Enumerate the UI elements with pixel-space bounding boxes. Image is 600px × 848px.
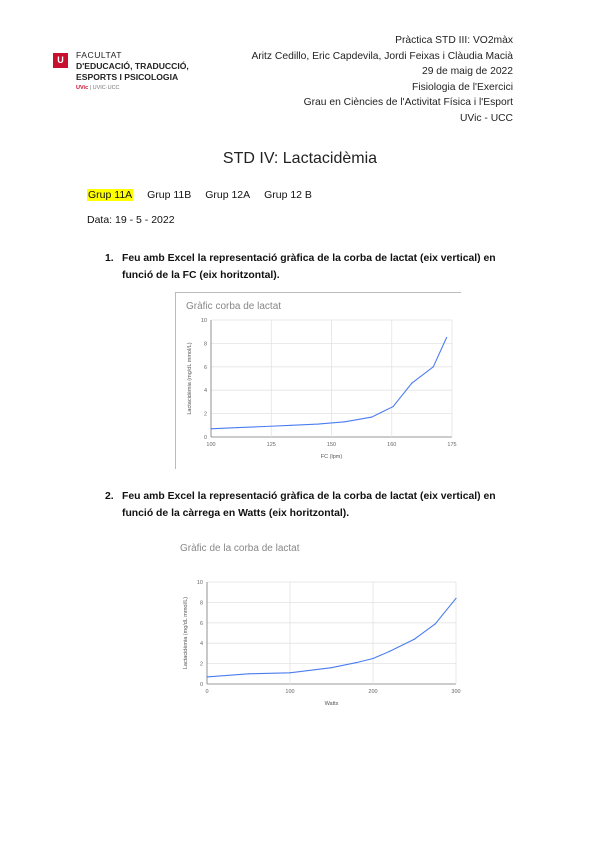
data-point	[433, 366, 434, 367]
y-tick-label: 4	[203, 388, 207, 395]
group-item: Grup 11B	[147, 189, 192, 201]
data-point	[392, 406, 393, 407]
chart-2-svg	[170, 532, 464, 716]
data-point	[371, 417, 372, 418]
y-tick-label: 2	[199, 661, 203, 668]
data-point	[446, 337, 447, 338]
uvic-brand: UVic	[76, 85, 89, 91]
x-tick-label: 160	[387, 442, 397, 448]
data-point	[435, 623, 436, 624]
chart-background	[175, 292, 461, 469]
faculty-name-line1: FACULTAT	[76, 50, 123, 60]
y-tick-label: 4	[199, 641, 203, 648]
degree: Grau en Ciències de l'Activitat Física i l'Esport	[303, 97, 513, 108]
x-tick-label: 175	[447, 442, 457, 448]
y-tick-label: 10	[200, 318, 207, 324]
subject: Fisiologia de l'Exercici	[412, 81, 513, 93]
data-point	[389, 651, 390, 652]
data-point	[318, 424, 319, 425]
faculty-name-line3: ESPORTS I PSICOLOGIA	[76, 72, 179, 82]
data-point	[248, 673, 249, 674]
x-tick-label: 0	[205, 689, 209, 695]
x-tick-label: 100	[206, 442, 216, 448]
data-point	[237, 427, 238, 428]
y-axis-title: Lactacidèmia (mg/dL mmol/L)	[183, 596, 189, 670]
group-item: Grup 12 B	[264, 189, 312, 201]
group-item-selected: Grup 11A	[88, 189, 133, 201]
chart-1-svg	[175, 292, 461, 469]
data-point	[210, 428, 211, 429]
x-axis-title: FC (lpm)	[320, 454, 343, 460]
data-point	[264, 426, 265, 427]
practice-title: Pràctica STD III: VO2màx	[395, 35, 513, 46]
y-tick-label: 0	[199, 682, 203, 688]
question-text: Feu amb Excel la representació gràfica de la corba de lactat (eix vertical) en funció de la FC (eix horitzontal).	[122, 253, 496, 281]
question-2	[105, 488, 525, 522]
faculty-name	[76, 50, 189, 83]
header-date: 29 de maig de 2022	[421, 66, 513, 77]
group-list	[87, 189, 323, 201]
authors: Aritz Cedillo, Eric Capdevila, Jordi Feixas i Clàudia Macià	[251, 50, 513, 62]
uvic-logo-icon: U	[53, 53, 68, 68]
x-tick-label: 100	[285, 689, 295, 695]
y-tick-label: 6	[199, 620, 203, 627]
y-tick-label: 8	[203, 341, 207, 348]
x-tick-label: 125	[266, 442, 276, 448]
data-point	[206, 676, 207, 677]
y-tick-label: 2	[203, 411, 207, 418]
chart-background	[170, 532, 464, 716]
y-tick-label: 6	[203, 364, 207, 371]
group-item: Grup 12A	[205, 189, 251, 201]
question-number: 1.	[105, 253, 114, 264]
y-tick-label: 0	[203, 435, 207, 441]
data-point	[414, 639, 415, 640]
lactate-vs-watts-chart	[170, 532, 464, 716]
uvic-ucc-brand: | UVIC·UCC	[88, 85, 120, 91]
page-title: STD IV: Lactacidèmia	[222, 150, 378, 167]
university: UVic - UCC	[459, 112, 513, 124]
x-tick-label: 150	[326, 442, 337, 448]
lactate-vs-hr-chart	[175, 292, 461, 469]
data-point	[372, 658, 373, 659]
faculty-name-line2: D'EDUCACIÓ, TRADUCCIÓ,	[76, 61, 189, 71]
session-date: Data: 19 - 5 - 2022	[87, 214, 175, 226]
y-tick-label: 10	[196, 580, 203, 586]
question-1	[105, 250, 525, 284]
data-point	[289, 672, 290, 673]
x-tick-label: 200	[368, 689, 378, 695]
y-tick-label: 8	[199, 600, 203, 607]
faculty-logo	[53, 50, 213, 96]
document-header	[251, 33, 513, 126]
data-point	[455, 598, 456, 599]
y-axis-title: Lactacidèmia (mg/dL mmol/L)	[187, 342, 193, 415]
university-sub-brand	[76, 85, 120, 91]
x-axis-title: Watts	[324, 701, 339, 707]
chart-title: Gràfic de la corba de lactat	[180, 543, 300, 554]
data-point	[344, 421, 345, 422]
x-tick-label: 300	[451, 689, 461, 695]
chart-title: Gràfic corba de lactat	[186, 301, 282, 312]
data-point	[356, 662, 357, 663]
question-number: 2.	[105, 491, 114, 502]
data-point	[291, 425, 292, 426]
data-point	[411, 383, 412, 384]
data-point	[331, 667, 332, 668]
question-text: Feu amb Excel la representació gràfica de la corba de lactat (eix vertical) en funció de la càrrega en Watts (eix horitzontal).	[122, 491, 496, 519]
